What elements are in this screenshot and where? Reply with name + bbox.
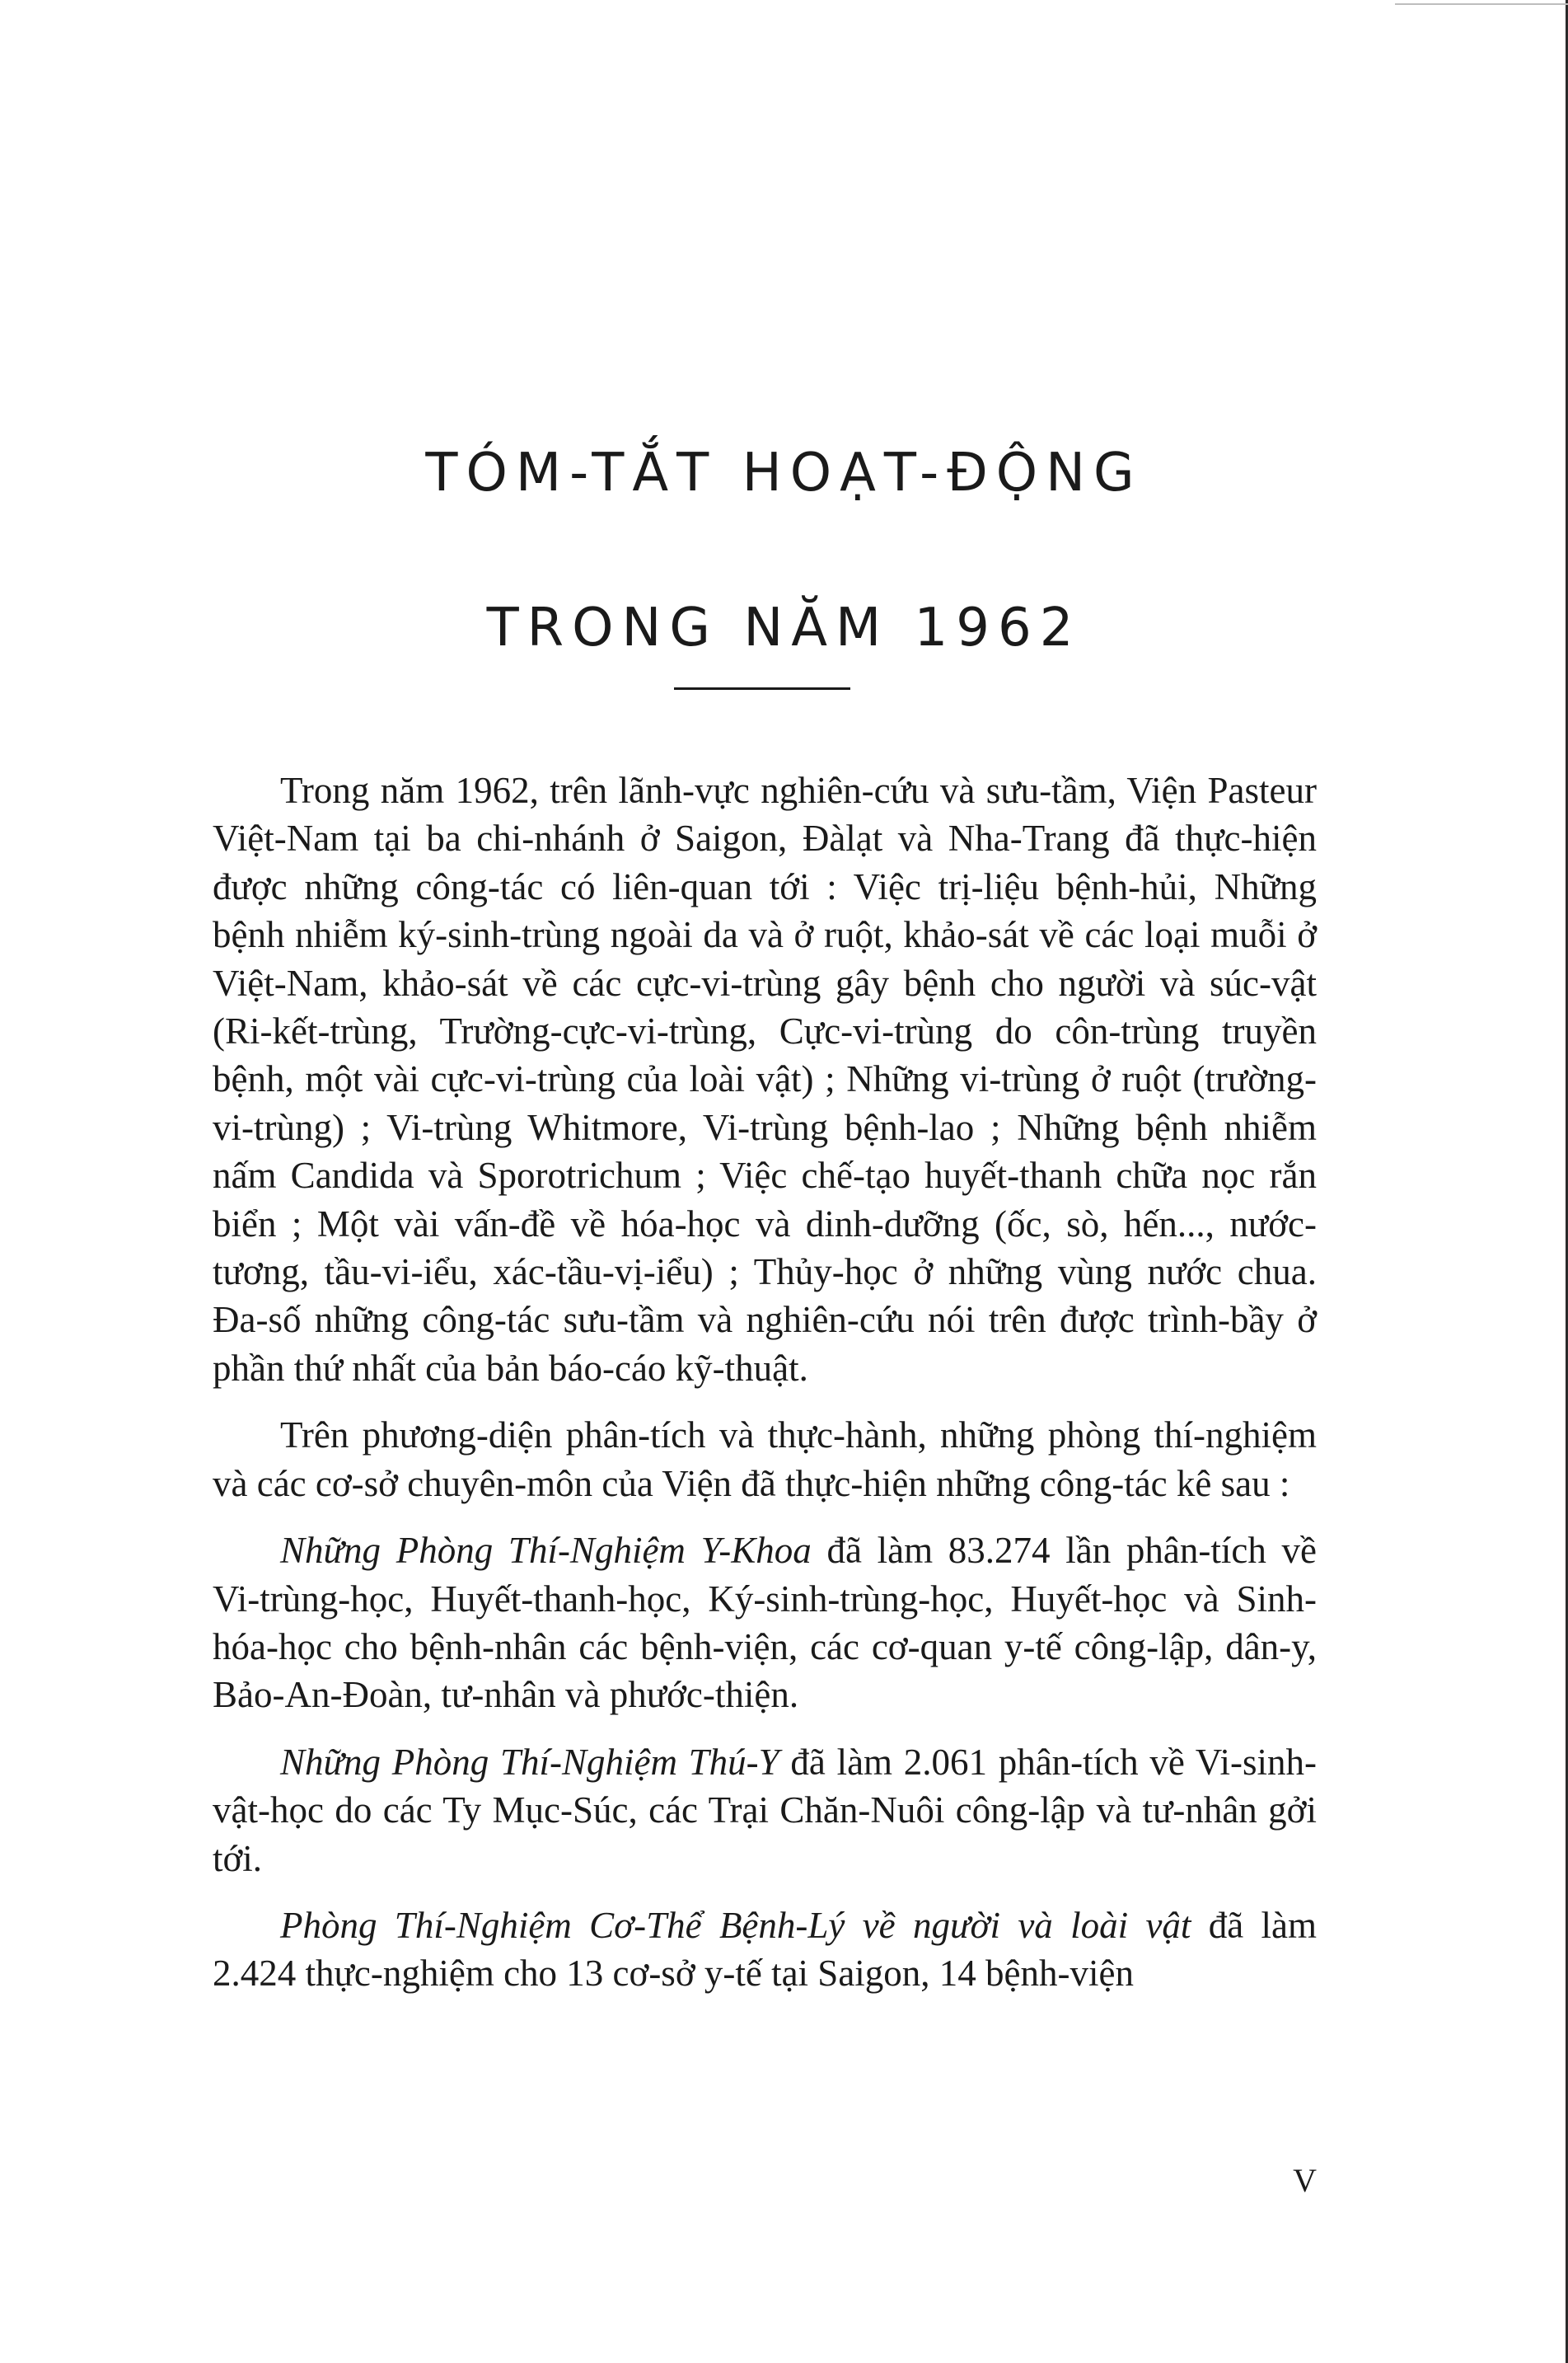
title-line-1: TÓM-TẮT HOẠT-ĐỘNG — [425, 443, 1143, 504]
scan-top-rule — [1395, 3, 1568, 5]
body-text — [213, 767, 1317, 1998]
title-divider — [674, 687, 850, 690]
paragraph-5 — [213, 1901, 1317, 1998]
paragraph-2: Trên phương-diện phân-tích và thực-hành, những phòng thí-nghiệm và các cơ-sở chuyên-môn của Viện đã thực-hiện những công-tác kê sau : — [213, 1414, 1317, 1504]
paragraph-1: Trong năm 1962, trên lãnh-vực nghiên-cứu và sưu-tầm, Viện Pasteur Việt-Nam tại ba chi-nhánh ở Saigon, Đàlạt và Nha-Trang đã thực-hiện được những công-tác có liên-quan tới : Việc trị-liệu bệnh-hủi, Những bệnh nhiễm ký-sinh-trùng ngoài da và ở ruột, khảo-sát về các loại muỗi ở Việt-Nam, khảo-sát về các cực-vi-trùng gây bệnh cho người và súc-vật (Ri-kết-trùng, Trường-cực-vi-trùng, Cực-vi-trùng do côn-trùng truyền bệnh, một vài cực-vi-trùng của loài vật) ; Những vi-trùng ở ruột (trường-vi-trùng) ; Vi-trùng Whitmore, Vi-trùng bệnh-lao ; Những bệnh nhiễm nấm Candida và Sporotrichum ; Việc chế-tạo huyết-thanh chữa nọc rắn biển ; Một vài vấn-đề về hóa-học và dinh-dưỡng (ốc, sò, hến..., nước-tương, tầu-vi-iểu, xác-tầu-vị-iểu) ; Thủy-học ở những vùng nước chua. Đa-số những công-tác sưu-tầm và nghiên-cứu nói trên được trình-bầy ở phần thứ nhất của bản báo-cáo kỹ-thuật. — [213, 770, 1317, 1389]
title-line-2: TRONG NĂM 1962 — [486, 598, 1082, 659]
paragraph-3-text: đã làm 83.274 lần phân-tích về Vi-trùng-học, Huyết-thanh-học, Ký-sinh-trùng-học, Huyết-học và Sinh-hóa-học cho bệnh-nhân các bệnh-viện, các cơ-quan y-tế công-lập, dân-y, Bảo-An-Đoàn, tư-nhân và phước-thiện. — [213, 1530, 1317, 1716]
paragraph-5-heading: Phòng Thí-Nghiệm Cơ-Thể Bệnh-Lý về người và loài vật — [280, 1904, 1191, 1946]
page-title — [0, 437, 1568, 664]
paragraph-5-text: đã làm 2.424 thực-nghiệm cho 13 cơ-sở y-tế tại Saigon, 14 bệnh-viện — [213, 1904, 1317, 1995]
page-number: V — [1293, 2162, 1317, 2199]
paragraph-4-text: đã làm 2.061 phân-tích về Vi-sinh-vật-học do các Ty Mục-Súc, các Trại Chăn-Nuôi công-lập và tư-nhân gởi tới. — [213, 1741, 1317, 1879]
paragraph-3 — [213, 1526, 1317, 1719]
paragraph-4-heading: Những Phòng Thí-Nghiệm Thú-Y — [280, 1741, 779, 1783]
paragraph-3-heading: Những Phòng Thí-Nghiệm Y-Khoa — [280, 1530, 812, 1572]
paragraph-4 — [213, 1738, 1317, 1882]
